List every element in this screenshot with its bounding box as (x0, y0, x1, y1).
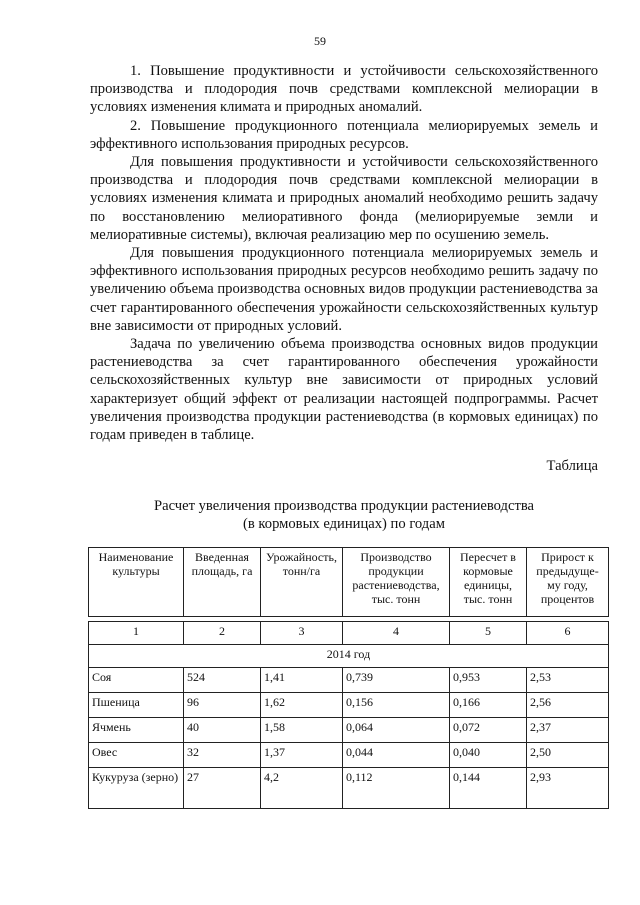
page-number: 59 (314, 34, 326, 48)
paragraph-3: Для повышения продуктивности и устойчивости сельскохозяйственного производства и плодородия почв средствами комплексной мелиорации в условиях изменения климата и природных аномалий необходимо решить задачу по восстановлению мелиоративного фонда (мелиорируемые земли и мелиоративные системы), включая реализацию мер по осушению земель. (90, 154, 598, 243)
cell-yield: 1,62 (261, 693, 343, 718)
cell-yield: 4,2 (261, 768, 343, 809)
table-row (89, 693, 609, 718)
paragraph-5: Задача по увеличению объема производства основных видов продукции растениеводства за счет гарантированного обеспечения урожайности сельскохозяйственных культур вне зависимости от природных условий характеризует общий эффект от реализации настоящей подпрограммы. Расчет увеличения производства продукции растениеводства (в кормовых единицах) по годам приведен в таблице. (90, 336, 598, 444)
cell-feed-units: 0,072 (450, 718, 527, 743)
body-text (90, 62, 598, 444)
cell-growth: 2,50 (527, 743, 609, 768)
cell-feed-units: 0,144 (450, 768, 527, 809)
column-number: 2 (184, 622, 261, 645)
cell-area: 40 (184, 718, 261, 743)
table-title-line-1: Расчет увеличения производства продукции растениеводства (153, 498, 535, 514)
cell-yield: 1,41 (261, 668, 343, 693)
cell-crop: Овес (89, 743, 184, 768)
cell-growth: 2,37 (527, 718, 609, 743)
cell-feed-units: 0,040 (450, 743, 527, 768)
table-row (89, 768, 609, 809)
header-yield: Урожайность, тонн/га (261, 548, 343, 617)
cell-production: 0,739 (343, 668, 450, 693)
cell-production: 0,156 (343, 693, 450, 718)
cell-feed-units: 0,166 (450, 693, 527, 718)
column-number: 6 (527, 622, 609, 645)
year-row (89, 645, 609, 668)
year-label: 2014 год (89, 645, 609, 668)
column-number: 4 (343, 622, 450, 645)
cell-area: 32 (184, 743, 261, 768)
column-number: 5 (450, 622, 527, 645)
cell-production: 0,064 (343, 718, 450, 743)
header-feed-units: Пересчет в кормовые единицы, тыс. тонн (450, 548, 527, 617)
table-header-row (89, 548, 609, 617)
cell-production: 0,044 (343, 743, 450, 768)
cell-growth: 2,93 (527, 768, 609, 809)
cell-feed-units: 0,953 (450, 668, 527, 693)
header-crop: Наименование культуры (89, 548, 184, 617)
cell-area: 27 (184, 768, 261, 809)
table-title-line-2: (в кормовых единицах) по годам (243, 516, 445, 533)
cell-growth: 2,56 (527, 693, 609, 718)
paragraph-4: Для повышения продукционного потенциала мелиорируемых земель и эффективного использования природных ресурсов необходимо решить задачу по увеличению объема производства основных видов продукции растениеводства за счет гарантированного обеспечения урожайности сельскохозяйственных культур вне зависимости от природных условий. (90, 245, 598, 334)
column-number: 1 (89, 622, 184, 645)
cell-yield: 1,37 (261, 743, 343, 768)
cell-crop: Ячмень (89, 718, 184, 743)
cell-yield: 1,58 (261, 718, 343, 743)
paragraph-1: 1. Повышение продуктивности и устойчивости сельскохозяйственного производства и плодородия почв средствами комплексной мелиорации в условиях изменения климата и природных аномалий. (90, 63, 598, 116)
paragraph-2: 2. Повышение продукционного потенциала мелиорируемых земель и эффективного использования природных ресурсов. (90, 117, 598, 152)
table-row (89, 743, 609, 768)
cell-crop: Кукуруза (зерно) (89, 768, 184, 809)
cell-crop: Соя (89, 668, 184, 693)
header-production: Производство продукции растениеводства, тыс. тонн (343, 548, 450, 617)
cell-area: 96 (184, 693, 261, 718)
table-row (89, 668, 609, 693)
header-area: Введенная площадь, га (184, 548, 261, 617)
cell-crop: Пшеница (89, 693, 184, 718)
table-label: Таблица (546, 458, 598, 474)
cell-area: 524 (184, 668, 261, 693)
column-number-row (89, 622, 609, 645)
table-row (89, 718, 609, 743)
column-number: 3 (261, 622, 343, 645)
data-table (88, 547, 609, 809)
cell-growth: 2,53 (527, 668, 609, 693)
cell-production: 0,112 (343, 768, 450, 809)
table-title (90, 497, 598, 533)
header-growth: Прирост к предыдуще-му году, процентов (527, 548, 609, 617)
